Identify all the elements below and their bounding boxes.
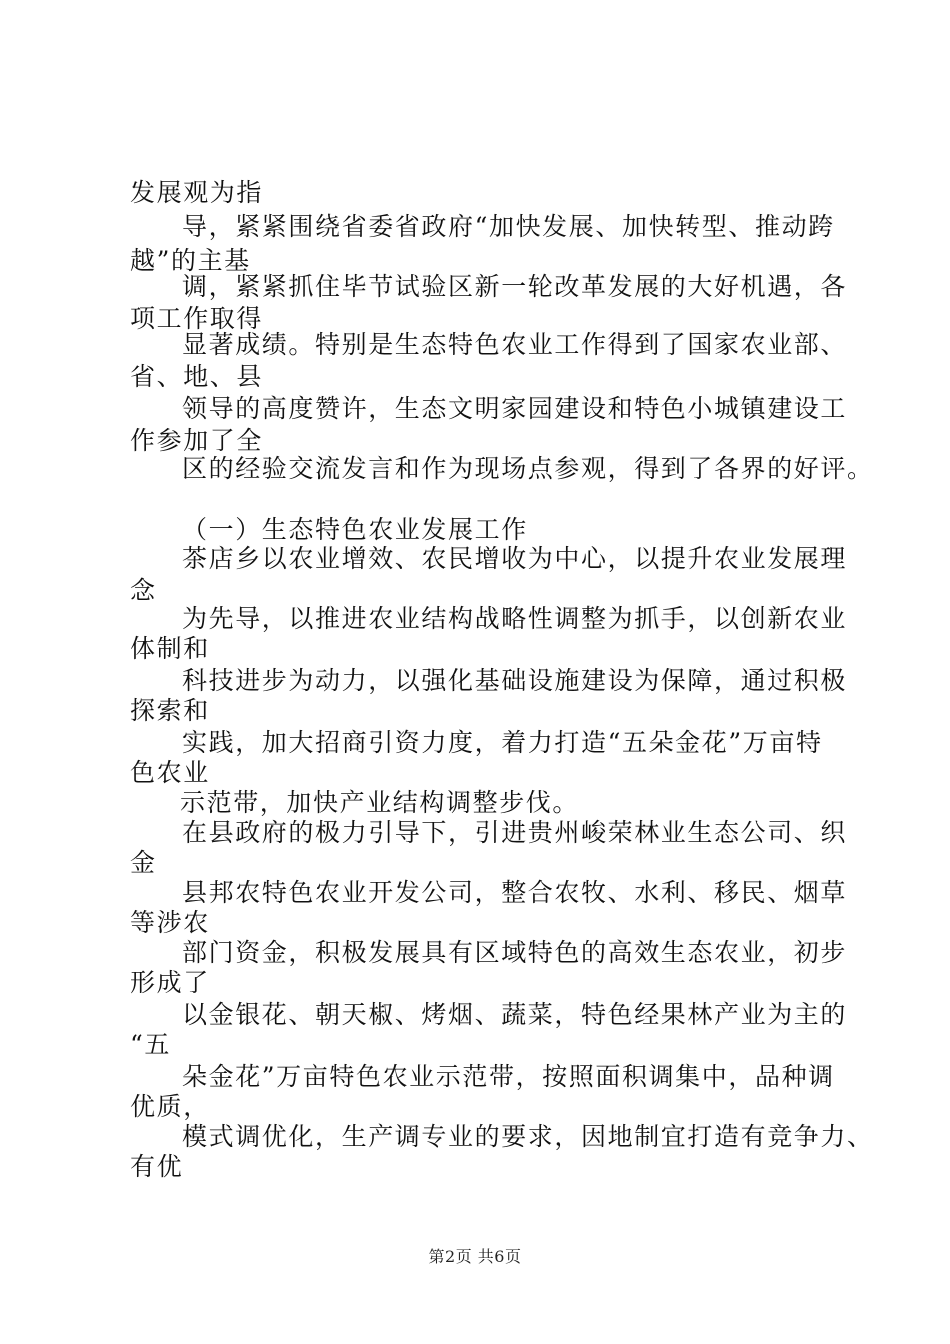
text-line: 模式调优化，生产调专业的要求，因地制宜打造有竞争力、 [182, 1122, 874, 1151]
text-line: 实践，加大招商引资力度，着力打造“五朵金花”万亩特 [182, 728, 823, 757]
text-line: 示范带，加快产业结构调整步伐。 [180, 788, 580, 817]
text-line: 在县政府的极力引导下，引进贵州峻荣林业生态公司、织 [182, 818, 848, 847]
text-line: 导，紧紧围绕省委省政府“加快发展、加快转型、推动跨 [182, 212, 835, 241]
text-line: 县邦农特色农业开发公司，整合农牧、水利、移民、烟草 [182, 878, 848, 907]
text-line: 作参加了全 [130, 426, 264, 455]
text-line: 体制和 [130, 634, 210, 663]
text-line: 金 [130, 848, 157, 877]
text-line: 部门资金，积极发展具有区域特色的高效生态农业，初步 [182, 938, 848, 967]
text-line: “五 [130, 1030, 171, 1059]
page-number-footer: 第2页 共6页 [428, 1247, 522, 1266]
text-line: 项工作取得 [130, 304, 264, 333]
text-line: 念 [130, 576, 157, 605]
text-line: 区的经验交流发言和作为现场点参观，得到了各界的好评。 [182, 454, 874, 483]
text-line: 优质， [130, 1092, 210, 1121]
text-line: 为先导，以推进农业结构战略性调整为抓手，以创新农业 [182, 604, 848, 633]
text-line: 色农业 [130, 758, 210, 787]
text-line: 领导的高度赞许，生态文明家园建设和特色小城镇建设工 [182, 394, 848, 423]
text-line: 发展观为指 [130, 178, 264, 207]
text-line: 科技进步为动力，以强化基础设施建设为保障，通过积极 [182, 666, 848, 695]
text-line: 朵金花”万亩特色农业示范带，按照面积调集中，品种调 [182, 1062, 835, 1091]
text-line: 形成了 [130, 968, 210, 997]
text-line: 有优 [130, 1152, 184, 1181]
section-heading: （一）生态特色农业发展工作 [182, 515, 528, 544]
text-line: 等涉农 [130, 908, 210, 937]
text-line: 调，紧紧抓住毕节试验区新一轮改革发展的大好机遇，各 [182, 272, 848, 301]
text-line: 省、地、县 [130, 362, 264, 391]
text-line: 茶店乡以农业增效、农民增收为中心，以提升农业发展理 [182, 544, 848, 573]
text-line: 显著成绩。特别是生态特色农业工作得到了国家农业部、 [182, 330, 848, 359]
text-line: 以金银花、朝天椒、烤烟、蔬菜，特色经果林产业为主的 [182, 1000, 848, 1029]
text-line: 越”的主基 [130, 246, 251, 275]
text-line: 探索和 [130, 696, 210, 725]
